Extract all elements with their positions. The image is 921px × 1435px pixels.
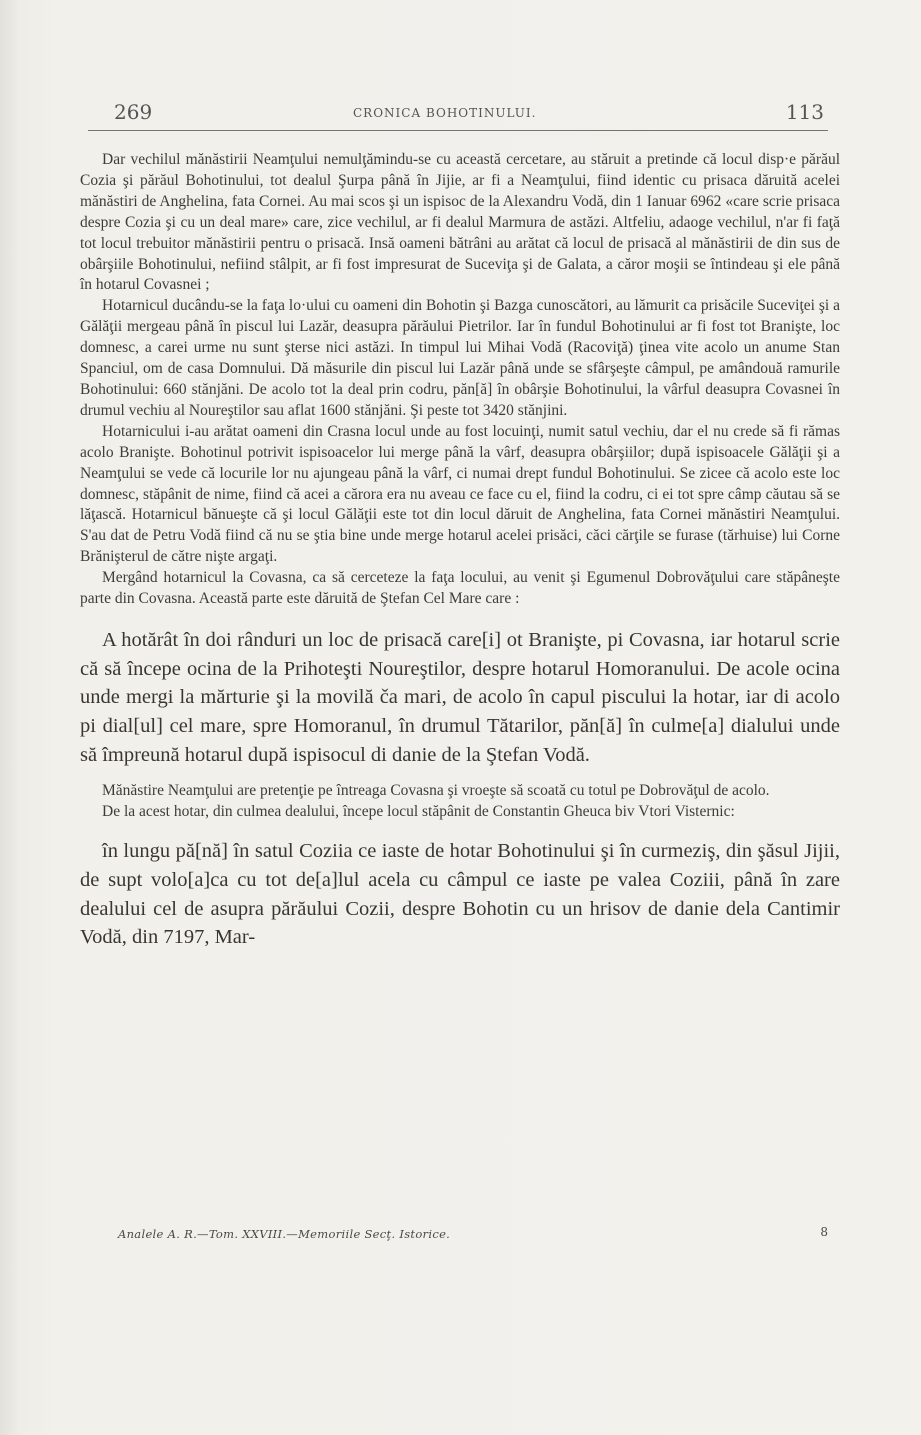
page-footer <box>118 1227 838 1251</box>
paragraph-3: Hotarnicului i-au arătat oameni din Crasna locul unde au fost locuinţi, numit satul vechiu, dar el nu crede să fi rămas acolo Branişte. Bohotinul potrivit ispisoacelor lui merge până la vârf, deasupra obârşiilor; după ispisoacele Gălăţii şi a Neamţului se vede că locurile lor nu ajungeau până la vârf, ci numai drept fundul Bohotinului. Se zicee că acolo este loc domnesc, stăpânit de nime, fiind că acei a cărora era nu aveau ce face cu el, fiind la codru, ci ei tot spre câmp căutau să se lăţască. Hotarnicul bănueşte că şi locul Gălăţii este tot din locul dăruit de Anghelina, fata Cornei mănăstiri Neamţului. S'au dat de Petru Vodă fiind că nu se ştia bine unde merge hotarul acelei prisăci, căci cărţile se furase (tărhuise) lui Corne Brănişterul de către nişte argaţi. <box>80 422 840 566</box>
footer-citation: Analele A. R.—Tom. XXVIII.—Memoriile Secţ. Istorice. <box>118 1227 451 1241</box>
running-title: CRONICA BOHOTINULUI. <box>353 106 537 120</box>
paragraph-1: Dar vechilul mănăstirii Neamţului nemulţămindu-se cu această cercetare, au stăruit a pretinde că locul disp·e părăul Cozia şi părăul Bohotinului, tot dealul Şurpa până în Jijie, ar fi a Neamţului, fiind identic cu prisaca dăruită acelei mănăstiri de Anghelina, fata Cornei. Au mai scos şi un ispisoc de la Alexandru Vodă, din 1 Ianuar 6962 «care scrie prisaca despre Cozia şi cu un deal mare» care, zice vechilul, ar fi dealul Marmura de astăzi. Altfeliu, adaoge vechilul, n'ar fi faţă tot locul trebuitor mănăstirii pentru o prisacă. Insă oameni bătrâni au arătat că locul de prisacă al mănăstirii de din sus de obârşiile Bohotinului, nefiind stâlpit, ar fi fost impresurat de Suceviţa şi de Galata, a căror moşii se întindeau şi ele până în hotarul Covasnei ; <box>80 151 840 294</box>
sheet-signature: 8 <box>820 1225 828 1239</box>
paragraph-2: Hotarnicul ducându-se la faţa lo·ului cu oameni din Bohotin şi Bazga cunoscători, au lămurit ca prisăcile Suceviţei şi a Gălăţii mergeau până în piscul lui Lazăr, deasupra părăului Pietrilor. Iar în fundul Bohotinului ar fi fost tot Branişte, loc domnesc, a carei urme nu sunt şterse nici astăzi. In timpul lui Mihai Vodă (Racoviţă) ţinea vite acolo un anume Stan Spanciul, om de casa Domnului. Dă măsurile din piscul lui Lazăr până unde se sfârşeşte câmpul, pe amândouă ramurile Bohotinului: 660 stănjăni. De acolo tot la deal prin codru, păn[ă] în obârşie Bohotinului, la vârful deasupra Covasnei în drumul vechiu al Noureştilor sau aflat 1600 stănjăni. Şi peste tot 3420 stănjini. <box>80 297 840 419</box>
body-text <box>80 150 840 952</box>
quoted-document-2: în lungu pă[nă] în satul Coziia ce iaste de hotar Bohotinului şi în curmeziş, din şăsul Jijii, de supt volo[a]ca cu tot de[a]lul acela cu câmpul ce iaste pe valea Coziii, până în zare dealului cel de asupra părăului Cozii, despre Bohotin cu un hrisov de danie dela Cantimir Vodă, din 7197, Mar- <box>80 840 840 949</box>
running-header <box>88 100 828 131</box>
page-number-right: 113 <box>785 100 824 124</box>
paragraph-6: De la acest hotar, din culmea dealului, începe locul stăpânit de Constantin Gheuca biv Vtori Visternic: <box>102 803 735 821</box>
page-number-left: 269 <box>114 100 153 124</box>
quoted-document-1: A hotărât în doi rânduri un loc de prisacă care[i] ot Branişte, pi Covasna, iar hotarul scrie că să începe ocina de la Prihoteşti Noureştilor, despre hotarul Homoranului. De acole ocina unde mergi la mărturie şi la movilă ča mari, de acolo în capul piscului la hotar, iar di acolo pi dial[ul] cel mare, spre Homoranul, în drumul Tătarilor, păn[ă] în culme[a] dialului unde să împreună hotarul după ispisocul di danie de la Ştefan Vodă. <box>80 628 840 766</box>
paragraph-5: Mănăstire Neamţului are pretenţie pe întreaga Covasna şi vroeşte să scoată cu totul pe Dobrovăţul de acolo. <box>102 782 770 800</box>
paragraph-4: Mergând hotarnicul la Covasna, ca să cerceteze la faţa locului, au venit şi Egumenul Dobrovăţului care stăpâneşte parte din Covasna. Această parte este dăruită de Ştefan Cel Mare care : <box>80 569 840 608</box>
